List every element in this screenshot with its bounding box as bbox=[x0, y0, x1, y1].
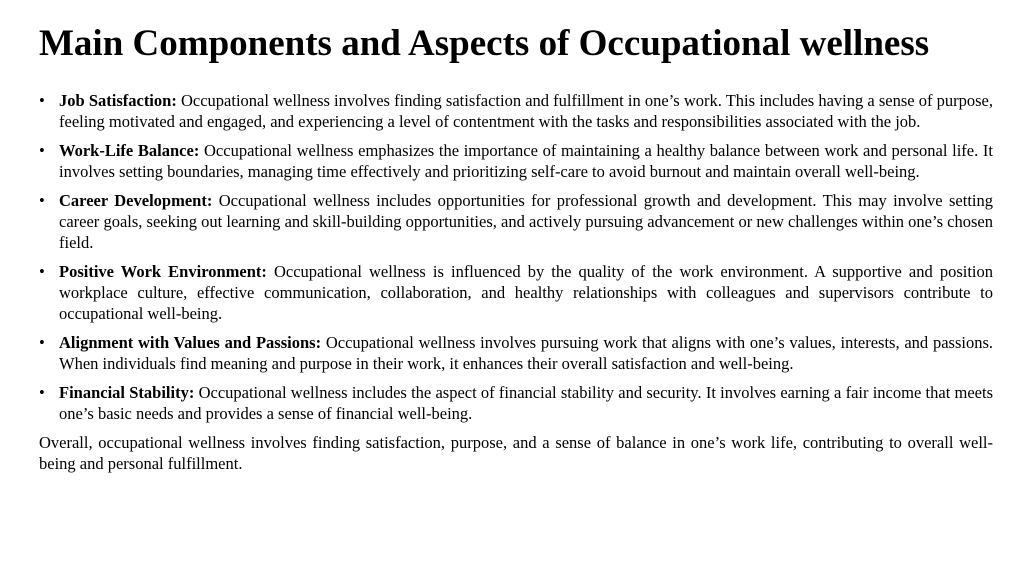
bullet-text: Occupational wellness involves finding satisfaction and fulfillment in one’s work. This includes having a sense of purpose, feeling motivated and engaged, and experiencing a level of contentment with the tasks and responsibilities associated with the job. bbox=[59, 91, 994, 131]
bullet-item-job-satisfaction bbox=[39, 91, 993, 133]
bullet-icon: • bbox=[39, 91, 45, 110]
bullet-icon: • bbox=[39, 141, 45, 161]
bullet-term: Work-Life Balance: bbox=[59, 141, 200, 161]
bullet-icon: • bbox=[39, 262, 45, 282]
bullet-list bbox=[39, 91, 993, 425]
bullet-term: Positive Work Environment: bbox=[59, 262, 267, 282]
summary-paragraph: Overall, occupational wellness involves finding satisfaction, purpose, and a sense of balance in one’s work life, contributing to overall well-being and personal fulfillment. bbox=[39, 433, 993, 473]
bullet-icon: • bbox=[39, 191, 45, 211]
bullet-icon: • bbox=[39, 383, 45, 403]
bullet-text: Occupational wellness is influenced by the quality of the work environment. A supportive and position workplace culture, effective communication, collaboration, and healthy relationships with colleagues and supervisors contribute to occupational well-being. bbox=[59, 262, 993, 323]
bullet-item-alignment-values-passions bbox=[39, 333, 993, 375]
bullet-term: Career Development: bbox=[59, 191, 213, 211]
bullet-text: Occupational wellness emphasizes the importance of maintaining a healthy balance between work and personal life. It involves setting boundaries, managing time effectively and prioritizing self-care to avoid burnout and maintain overall well-being. bbox=[59, 141, 993, 181]
bullet-term: Job Satisfaction: bbox=[59, 91, 177, 110]
bullet-text: Occupational wellness involves pursuing work that aligns with one’s values, interests, and passions. When individuals find meaning and purpose in their work, it enhances their overall satisfaction and well-being. bbox=[59, 332, 993, 373]
bullet-icon: • bbox=[39, 332, 45, 352]
slide-title: Main Components and Aspects of Occupational wellness bbox=[39, 23, 930, 64]
bullet-term: Financial Stability: bbox=[59, 383, 195, 403]
bullet-item-financial-stability bbox=[39, 383, 993, 425]
bullet-term: Alignment with Values and Passions: bbox=[59, 332, 322, 352]
bullet-item-career-development bbox=[39, 191, 993, 253]
bullet-item-work-life-balance bbox=[39, 141, 993, 183]
bullet-item-positive-work-environment bbox=[39, 262, 993, 324]
slide-content bbox=[39, 91, 993, 475]
bullet-text: Occupational wellness includes opportunities for professional growth and development. This may involve setting career goals, seeking out learning and skill-building opportunities, and actively pursuing advancement or new challenges within one’s chosen field. bbox=[59, 191, 994, 252]
bullet-text: Occupational wellness includes the aspect of financial stability and security. It involves earning a fair income that meets one’s basic needs and provides a sense of financial well-being. bbox=[59, 383, 993, 423]
